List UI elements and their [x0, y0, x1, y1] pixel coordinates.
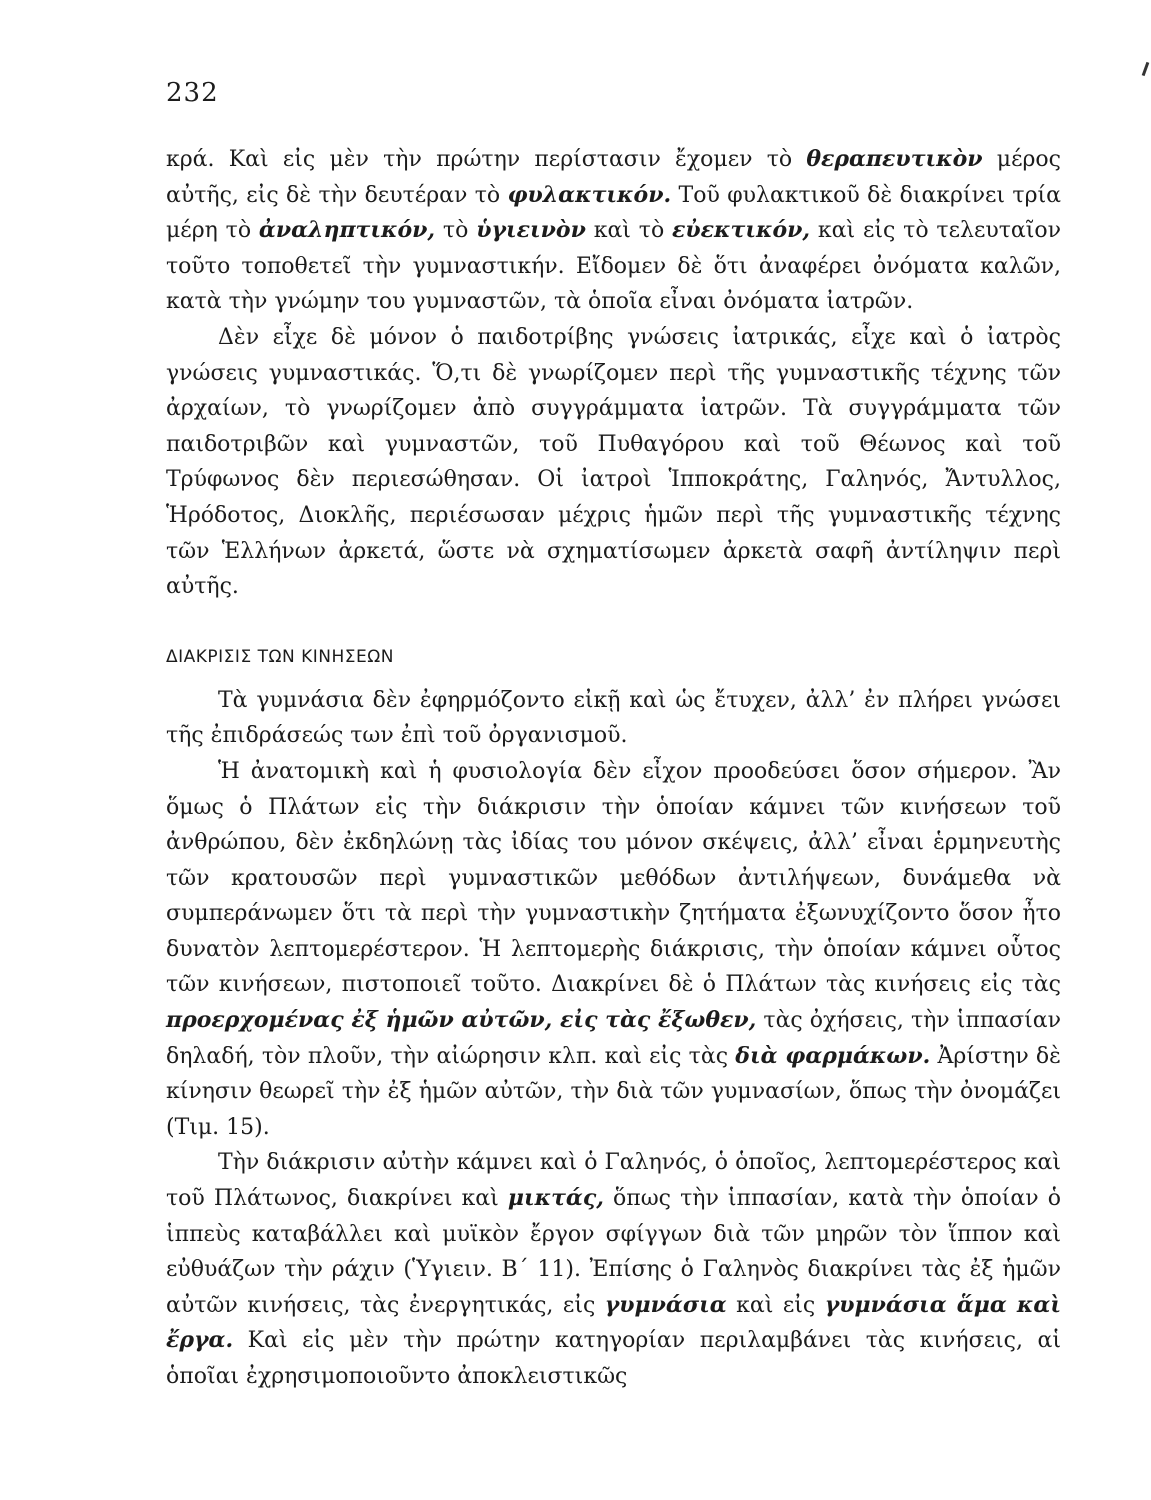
text-run: Ἀρίστην δὲ κίνησιν θεωρεῖ τὴν ἐξ ἡμῶν αὐτῶν, τὴν διὰ τῶν γυμνασίων, ὅπως τὴν ὀνομάζει (Τιμ. 15).: [166, 1043, 1061, 1140]
text-run: Ἡ ἀνατομικὴ καὶ ἡ φυσιολογία δὲν εἶχον προοδεύσει ὅσον σήμερον. Ἂν ὅμως ὁ Πλάτων εἰς τὴν διάκρισιν τὴν ὁποίαν κάμνει τῶν κινήσεων τοῦ ἀνθρώπου, δὲν ἐκδηλώνῃ τὰς ἰδίας του μόνον σκέψεις, ἀλλ’ εἶναι ἑρμηνευτὴς τῶν κρατουσῶν περὶ γυμναστικῶν μεθόδων ἀντιλήψεων, δυνάμεθα νὰ συμπεράνωμεν ὅτι τὰ περὶ τὴν γυμναστικὴν ζητήματα ἐξωνυχίζοντο ὅσον ἦτο δυνατὸν λεπτομερέστερον. Ἡ λεπτομερὴς διάκρισις, τὴν ὁποίαν κάμνει οὗτος τῶν κινήσεων, πιστοποιεῖ τοῦτο. Διακρίνει δὲ ὁ Πλάτων τὰς κινήσεις εἰς τὰς: [166, 758, 1061, 998]
text-run: Τὴν διάκρισιν αὐτὴν κάμνει καὶ ὁ Γαληνός, ὁ ὁποῖος, λεπτομερέστερος καὶ τοῦ Πλάτωνος, διακρίνει καὶ: [166, 1150, 1061, 1212]
text-run: μέρος αὐτῆς, εἰς δὲ τὴν δευτέραν τὸ: [166, 147, 1061, 208]
text-run: Καὶ εἰς μὲν τὴν πρώτην κατηγορίαν περιλαμβάνει τὰς κινήσεις, αἱ ὁποῖαι ἐχρησιμοποιοῦντο ἀποκλειστικῶς: [166, 1328, 1061, 1389]
emphasized-term: εὐεκτικόν,: [672, 217, 811, 244]
emphasized-term: γυμνάσια ἅμα καὶ ἔργα.: [166, 1291, 1061, 1354]
page-number: 232: [166, 78, 219, 108]
emphasized-term: ἀναληπτικόν,: [258, 217, 436, 244]
text-block-top: [166, 142, 1061, 605]
text-run: τὸ: [435, 218, 477, 244]
paragraph: [166, 1145, 1061, 1394]
paragraph: [166, 320, 1061, 605]
text-run: καὶ τὸ: [585, 218, 673, 244]
text-run: Τὰ γυμνάσια δὲν ἐφηρμόζοντο εἰκῇ καὶ ὡς ἔτυχεν, ἀλλ’ ἐν πλήρει γνώσει τῆς ἐπιδράσεώς των ἐπὶ τοῦ ὀργανισμοῦ.: [166, 687, 1061, 749]
emphasized-term: διὰ φαρμάκων.: [735, 1042, 931, 1069]
text-run: κρά. Καὶ εἰς μὲν τὴν πρώτην περίστασιν ἔχομεν τὸ: [166, 147, 807, 172]
text-block-bottom: [166, 683, 1061, 1395]
emphasized-term: γυμνάσια: [604, 1291, 727, 1318]
emphasized-term: φυλακτικόν.: [507, 181, 672, 208]
text-run: Τοῦ φυλακτικοῦ δὲ διακρίνει τρία μέρη τὸ: [166, 182, 1061, 244]
text-run: ὅπως τὴν ἱππασίαν, κατὰ τὴν ὁποίαν ὁ ἱππεὺς καταβάλλει καὶ μυϊκὸν ἔργον σφίγγων διὰ τῶν μηρῶν τὸν ἵππον καὶ εὐθυάζων τὴν ράχιν (Ὑγιειν. Β΄ 11). Ἐπίσης ὁ Γαληνὸς διακρίνει τὰς ἐξ ἡμῶν αὐτῶν κινήσεις, τὰς ἐνεργητικάς, εἰς: [166, 1186, 1061, 1318]
margin-mark: [1142, 62, 1150, 76]
section-heading: ΔΙΑΚΡΙΣΙΣ ΤΩΝ ΚΙΝΗΣΕΩΝ: [166, 646, 394, 667]
text-run: τὰς ὀχήσεις, τὴν ἱππασίαν δηλαδή, τὸν πλοῦν, τὴν αἰώρησιν κλπ. καὶ εἰς τὰς: [166, 1008, 1062, 1069]
emphasized-term: ὑγιεινὸν: [476, 217, 586, 244]
paragraph: [166, 142, 1061, 320]
paragraph: [166, 683, 1061, 754]
emphasized-term: μικτάς,: [507, 1185, 604, 1212]
text-run: καὶ εἰς: [726, 1292, 825, 1318]
text-run: καὶ εἰς τὸ τελευταῖον τοῦτο τοποθετεῖ τὴν γυμναστικήν. Εἴδομεν δὲ ὅτι ἀναφέρει ὀνόματα καλῶν, κατὰ τὴν γνώμην του γυμναστῶν, τὰ ὁποῖα εἶναι ὀνόματα ἰατρῶν.: [166, 218, 1061, 315]
paragraph: [166, 754, 1061, 1146]
emphasized-term: θεραπευτικὸν: [806, 146, 983, 172]
emphasized-term: προερχομένας ἐξ ἡμῶν αὐτῶν, εἰς τὰς ἔξωθεν,: [166, 1007, 757, 1034]
text-run: Δὲν εἶχε δὲ μόνον ὁ παιδοτρίβης γνώσεις ἰατρικάς, εἶχε καὶ ὁ ἰατρὸς γνώσεις γυμναστικάς. Ὅ,τι δὲ γνωρίζομεν περὶ τῆς γυμναστικῆς τέχνης τῶν ἀρχαίων, τὸ γνωρίζομεν ἀπὸ συγγράμματα ἰατρῶν. Τὰ συγγράμματα τῶν παιδοτριβῶν καὶ γυμναστῶν, τοῦ Πυθαγόρου καὶ τοῦ Θέωνος καὶ τοῦ Τρύφωνος δὲν περιεσώθησαν. Οἱ ἰατροὶ Ἱπποκράτης, Γαληνός, Ἄντυλλος, Ἡρόδοτος, Διοκλῆς, περιέσωσαν μέχρις ἡμῶν περὶ τῆς γυμναστικῆς τέχνης τῶν Ἑλλήνων ἀρκετά, ὥστε νὰ σχηματίσωμεν ἀρκετὰ σαφῆ ἀντίληψιν περὶ αὐτῆς.: [166, 324, 1061, 600]
